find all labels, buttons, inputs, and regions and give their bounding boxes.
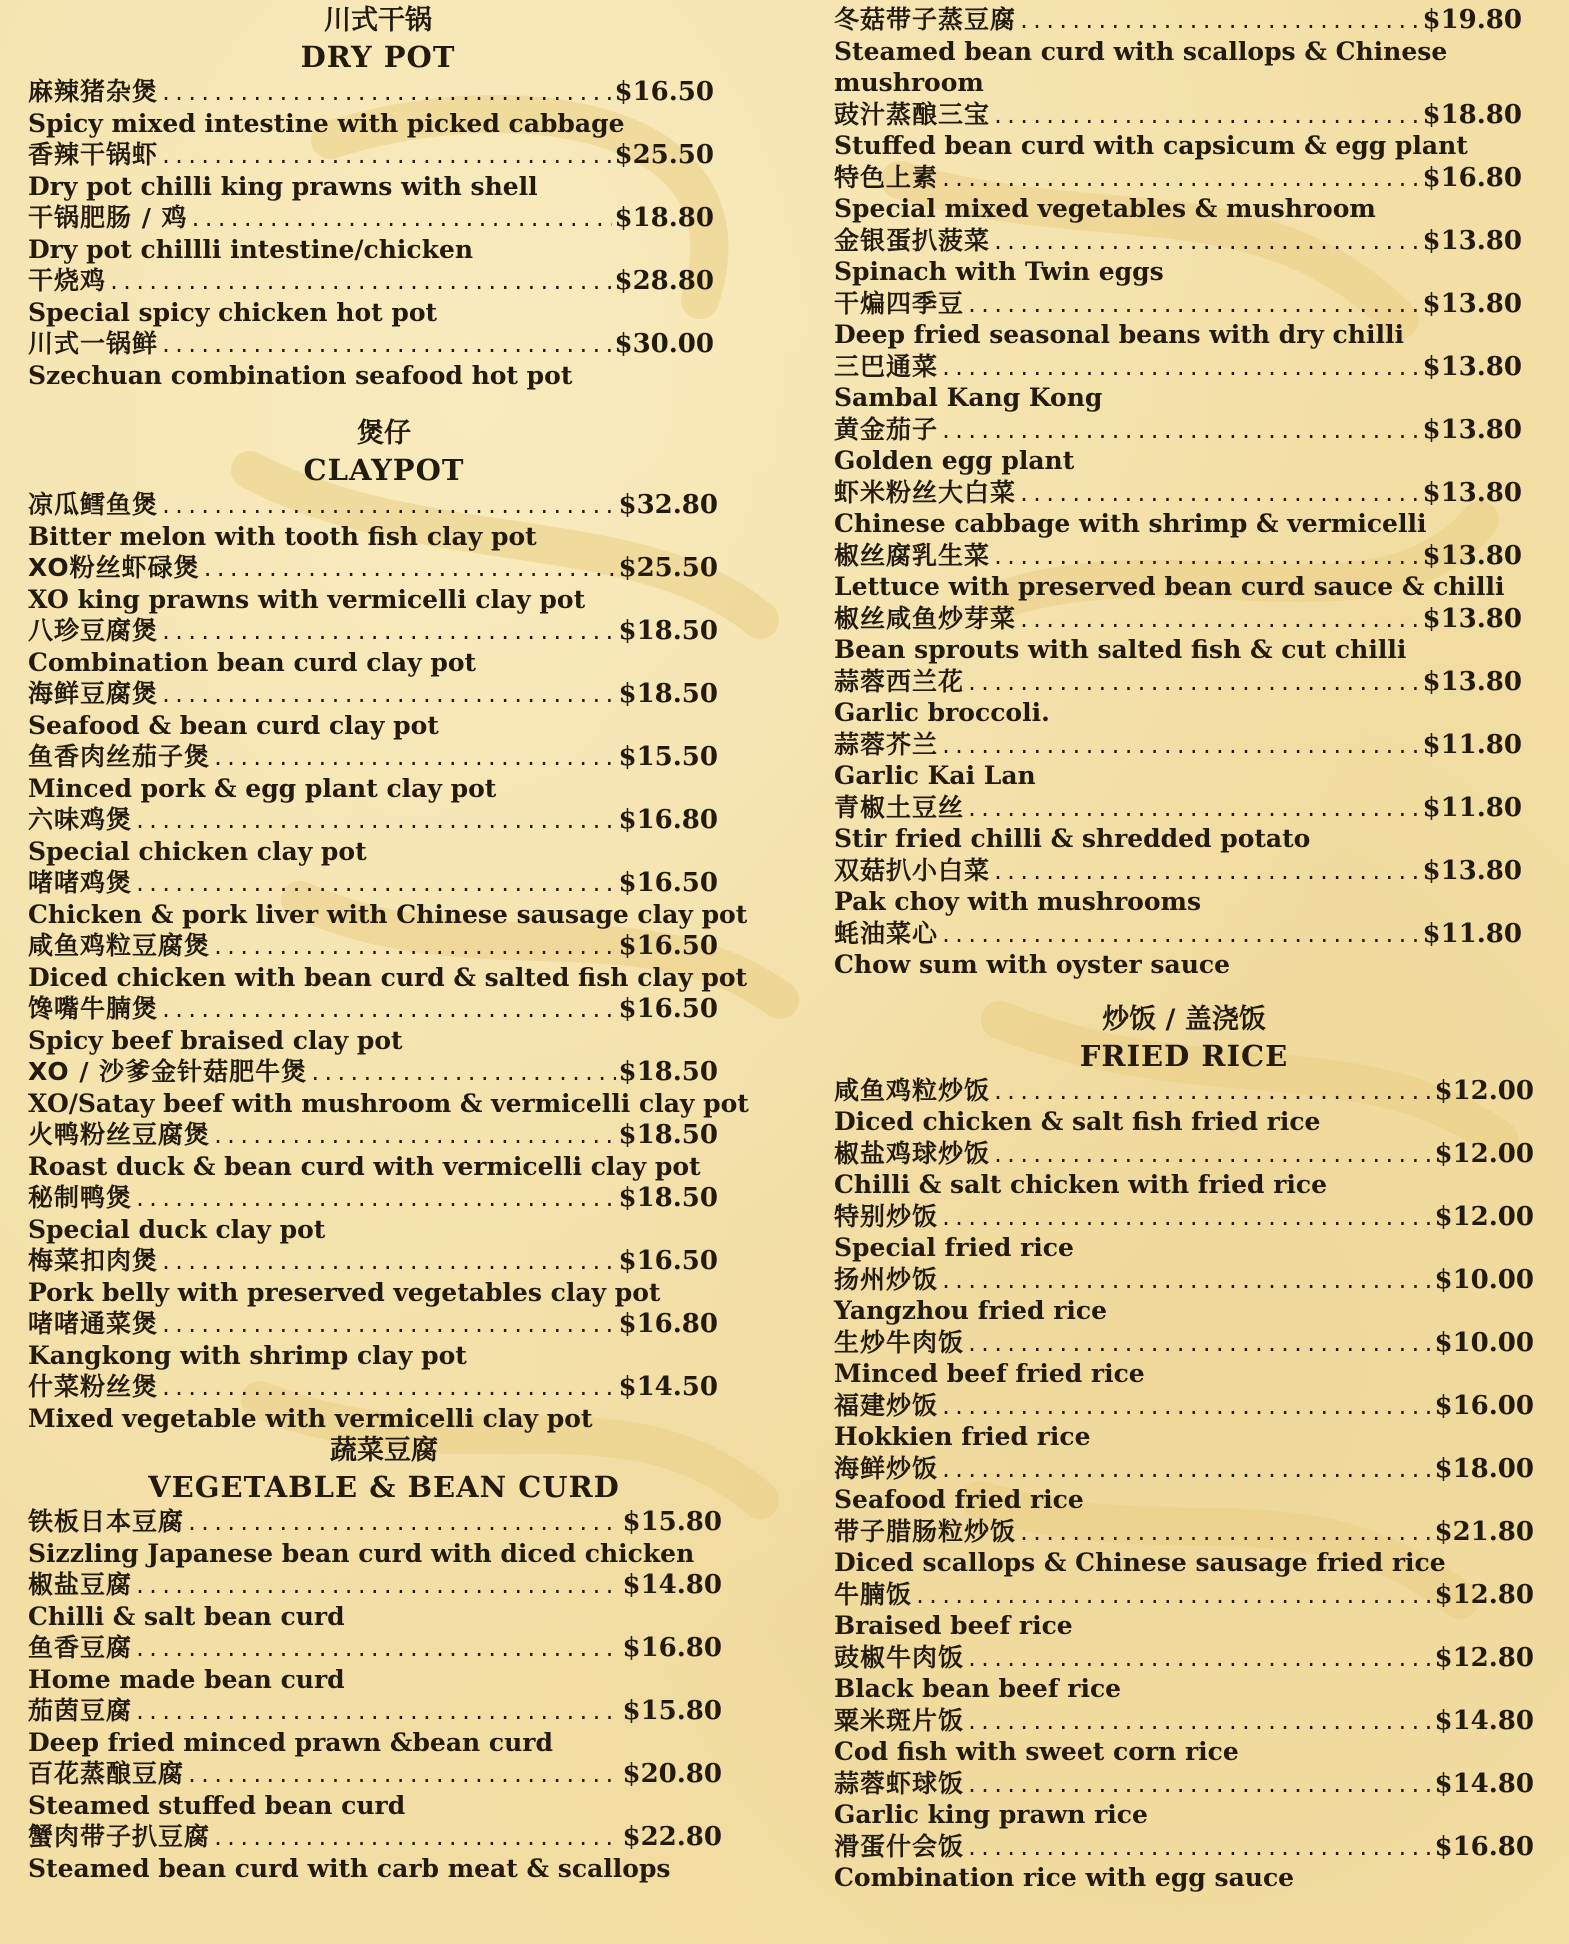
dish-name-cn: 蟹肉带子扒豆腐: [28, 1822, 211, 1851]
dish-name-cn: 冬菇带子蒸豆腐: [834, 5, 1017, 34]
dish-name-en: Seafood fried rice: [834, 1485, 1084, 1514]
leader-dots: [134, 872, 616, 896]
section-title-cn: 川式干锅: [324, 5, 432, 36]
menu-item-price-row: [834, 477, 1522, 509]
dish-price: $16.80: [618, 1309, 718, 1339]
dish-name-en: Dry pot chillli intestine/chicken: [28, 234, 474, 264]
dish-name-cn: 蒜蓉西兰花: [834, 666, 965, 696]
menu-item-price-row: [28, 1056, 718, 1088]
dish-price: $16.00: [1434, 1390, 1534, 1421]
dish-price: $16.80: [1434, 1831, 1534, 1862]
leader-dots: [160, 1376, 616, 1400]
dish-price: $16.50: [618, 994, 718, 1024]
leader-dots: [992, 1143, 1432, 1167]
dish-price: $20.80: [622, 1759, 722, 1789]
section-header: [28, 417, 740, 489]
leader-dots: [940, 1458, 1432, 1482]
dish-name-en: Chilli & salt chicken with fried rice: [834, 1170, 1328, 1199]
dish-name-en: Special mixed vegetables & mushroom: [834, 194, 1376, 223]
dish-name-cn: 凉瓜鳕鱼煲: [28, 490, 159, 519]
dish-name-cn: XO粉丝虾碌煲: [28, 553, 200, 582]
dish-price: $12.00: [1434, 1075, 1534, 1106]
dish-price: $13.80: [1422, 288, 1522, 319]
dish-name-en: Chinese cabbage with shrimp & vermicelli: [834, 509, 1427, 538]
dish-name-en: Deep fried seasonal beans with dry chilli: [834, 320, 1404, 349]
section-header: [834, 1003, 1534, 1075]
dish-price: $10.00: [1434, 1264, 1534, 1295]
leader-dots: [134, 1574, 620, 1598]
menu-item-price-row: [834, 792, 1522, 824]
leader-dots: [108, 270, 612, 294]
leader-dots: [1018, 9, 1420, 33]
dish-name-cn: 干烧鸡: [28, 266, 107, 295]
menu-item-price-row: [834, 1831, 1534, 1863]
leader-dots: [940, 923, 1420, 947]
dish-name-en: Special fried rice: [834, 1233, 1074, 1262]
leader-dots: [1018, 608, 1420, 632]
dish-name-en: Garlic king prawn rice: [834, 1800, 1148, 1829]
dish-name-cn: 咸鱼鸡粒豆腐煲: [28, 931, 211, 960]
dish-price: $14.80: [622, 1570, 722, 1600]
menu-item-price-row: [28, 1569, 722, 1601]
dish-price: $15.80: [622, 1696, 722, 1726]
dish-name-en: Spicy mixed intestine with picked cabbage: [28, 108, 625, 138]
dish-price: $30.00: [614, 329, 714, 359]
leader-dots: [940, 1269, 1432, 1293]
menu-item-price-row: [834, 1201, 1534, 1233]
dish-name-cn: 铁板日本豆腐: [28, 1507, 185, 1536]
dish-name-en: Deep fried minced prawn &bean curd: [28, 1727, 553, 1757]
leader-dots: [914, 1584, 1432, 1608]
dish-name-en: Seafood & bean curd clay pot: [28, 710, 439, 740]
dish-name-en: Mixed vegetable with vermicelli clay pot: [28, 1403, 593, 1433]
dish-name-cn: 蒜蓉芥兰: [834, 729, 939, 759]
dish-price: $21.80: [1434, 1516, 1534, 1547]
dish-name-en: Szechuan combination seafood hot pot: [28, 360, 573, 390]
leader-dots: [160, 1250, 616, 1274]
leader-dots: [992, 230, 1420, 254]
dish-name-en: Chilli & salt bean curd: [28, 1601, 345, 1631]
dish-name-en: Sizzling Japanese bean curd with diced chicken: [28, 1538, 695, 1568]
leader-dots: [134, 1187, 616, 1211]
menu-section: [834, 1003, 1564, 1894]
dish-price: $11.80: [1422, 792, 1522, 823]
dish-price: $13.80: [1422, 855, 1522, 886]
dish-name-en: Garlic broccoli.: [834, 698, 1050, 727]
leader-dots: [134, 1637, 620, 1661]
dish-name-en: Kangkong with shrimp clay pot: [28, 1340, 467, 1370]
dish-name-cn: 生炒牛肉饭: [834, 1327, 965, 1357]
leader-dots: [186, 1511, 620, 1535]
leader-dots: [202, 557, 617, 581]
menu-section: [28, 4, 818, 391]
dish-name-cn: 秘制鸭煲: [28, 1183, 133, 1212]
leader-dots: [160, 81, 612, 105]
dish-name-en: Diced scallops & Chinese sausage fried rice: [834, 1548, 1446, 1577]
dish-name-en: Dry pot chilli king prawns with shell: [28, 171, 538, 201]
leader-dots: [212, 935, 616, 959]
dish-price: $16.50: [618, 868, 718, 898]
dish-name-en: Cod fish with sweet corn rice: [834, 1737, 1239, 1766]
dish-name-cn: 豉汁蒸酿三宝: [834, 99, 991, 129]
leader-dots: [1018, 1521, 1432, 1545]
dish-name-en: Chow sum with oyster sauce: [834, 950, 1231, 979]
dish-price: $13.80: [1422, 666, 1522, 697]
dish-price: $11.80: [1422, 729, 1522, 760]
dish-price: $18.00: [1434, 1453, 1534, 1484]
dish-price: $16.80: [618, 805, 718, 835]
dish-name-en: Steamed bean curd with carb meat & scallops: [28, 1853, 671, 1883]
dish-name-cn: 百花蒸酿豆腐: [28, 1759, 185, 1788]
dish-name-en: Special spicy chicken hot pot: [28, 297, 438, 327]
menu-section: [834, 4, 1564, 981]
menu-item-price-row: [28, 1182, 718, 1214]
dish-name-cn: 干锅肥肠 / 鸡: [28, 203, 188, 232]
dish-name-cn: 蒜蓉虾球饭: [834, 1768, 965, 1798]
dish-name-cn: 八珍豆腐煲: [28, 616, 159, 645]
dish-price: $18.80: [1422, 99, 1522, 130]
dish-name-cn: 干煸四季豆: [834, 288, 965, 318]
dish-name-en: Stuffed bean curd with capsicum & egg plant: [834, 131, 1468, 160]
section-title-en: VEGETABLE & BEAN CURD: [148, 1470, 620, 1504]
leader-dots: [966, 1647, 1432, 1671]
menu-item-price-row: [834, 1642, 1534, 1674]
menu-item-price-row: [834, 99, 1522, 131]
menu-item-price-row: [28, 202, 714, 234]
leader-dots: [186, 1763, 620, 1787]
leader-dots: [190, 207, 613, 231]
dish-price: $19.80: [1422, 5, 1522, 35]
menu-item-price-row: [28, 930, 718, 962]
leader-dots: [992, 104, 1420, 128]
section-title-en: FRIED RICE: [1079, 1038, 1289, 1073]
dish-name-cn: 啫啫通菜煲: [28, 1309, 159, 1338]
dish-name-cn: 海鲜豆腐煲: [28, 679, 159, 708]
leader-dots: [992, 1080, 1432, 1104]
leader-dots: [212, 1826, 620, 1850]
dish-name-en: Steamed bean curd with scallops & Chinese: [834, 36, 1448, 66]
dish-price: $18.80: [614, 203, 714, 233]
leader-dots: [309, 1061, 616, 1085]
menu-item-price-row: [28, 1695, 722, 1727]
dish-name-cn: 牛腩饭: [834, 1579, 913, 1609]
menu-item-price-row: [834, 1264, 1534, 1296]
menu-item-price-row: [834, 666, 1522, 698]
dish-name-en: Lettuce with preserved bean curd sauce & chilli: [834, 572, 1505, 601]
dish-name-en: Special duck clay pot: [28, 1214, 326, 1244]
section-header: [28, 1434, 740, 1506]
leader-dots: [212, 1124, 616, 1148]
menu-item-price-row: [28, 678, 718, 710]
dish-name-en: Spinach with Twin eggs: [834, 257, 1164, 286]
leader-dots: [160, 494, 616, 518]
menu-item-price-row: [834, 855, 1522, 887]
dish-name-cn: 带子腊肠粒炒饭: [834, 1516, 1017, 1546]
dish-name-en: Chicken & pork liver with Chinese sausage clay pot: [28, 899, 748, 929]
dish-name-cn: 豉椒牛肉饭: [834, 1642, 965, 1672]
dish-price: $13.80: [1422, 540, 1522, 571]
menu-item-price-row: [834, 603, 1522, 635]
leader-dots: [160, 620, 616, 644]
dish-name-cn: 麻辣猪杂煲: [28, 77, 159, 106]
right-column: [834, 0, 1564, 1894]
dish-name-en: Roast duck & bean curd with vermicelli clay pot: [28, 1151, 701, 1181]
leader-dots: [966, 671, 1420, 695]
leader-dots: [160, 333, 612, 357]
section-header: [28, 4, 728, 76]
dish-price: $13.80: [1422, 351, 1522, 382]
dish-price: $10.00: [1434, 1327, 1534, 1358]
menu-item-price-row: [28, 552, 718, 584]
menu-item-price-row: [834, 1327, 1534, 1359]
dish-name-cn: 椒丝咸鱼炒芽菜: [834, 603, 1017, 633]
dish-name-en: Yangzhou fried rice: [834, 1296, 1107, 1325]
dish-name-cn: 鱼香肉丝茄子煲: [28, 742, 211, 771]
menu-item-price-row: [834, 729, 1522, 761]
dish-name-cn: XO / 沙爹金针菇肥牛煲: [28, 1057, 308, 1086]
dish-name-en: Combination bean curd clay pot: [28, 647, 477, 677]
dish-price: $12.00: [1434, 1138, 1534, 1169]
dish-name-cn: 六味鸡煲: [28, 805, 133, 834]
dish-name-en: Diced chicken & salt fish fried rice: [834, 1107, 1321, 1136]
dish-price: $14.50: [618, 1372, 718, 1402]
dish-price: $14.80: [1434, 1705, 1534, 1736]
dish-name-cn: 黄金茄子: [834, 414, 939, 444]
menu-item-price-row: [28, 1506, 722, 1538]
dish-price: $32.80: [618, 490, 718, 520]
dish-price: $13.80: [1422, 225, 1522, 256]
dish-price: $15.50: [618, 742, 718, 772]
menu-item-price-row: [28, 615, 718, 647]
menu-item-price-row: [834, 414, 1522, 446]
leader-dots: [134, 1700, 620, 1724]
menu-item-price-row: [834, 1138, 1534, 1170]
dish-name-en: Black bean beef rice: [834, 1674, 1122, 1703]
dish-name-cn: 虾米粉丝大白菜: [834, 477, 1017, 507]
dish-price: $12.00: [1434, 1201, 1534, 1232]
dish-name-cn: 茄茵豆腐: [28, 1696, 133, 1725]
menu-item-price-row: [28, 489, 718, 521]
dish-name-en: Special chicken clay pot: [28, 836, 367, 866]
left-column: [28, 0, 818, 1884]
leader-dots: [940, 356, 1420, 380]
dish-price: $22.80: [622, 1822, 722, 1852]
section-title-cn: 煲仔: [357, 418, 411, 449]
dish-price: $14.80: [1434, 1768, 1534, 1799]
section-title-cn: 炒饭 / 盖浇饭: [1102, 1003, 1266, 1035]
dish-name-en: Steamed stuffed bean curd: [28, 1790, 406, 1820]
dish-name-cn: 双菇扒小白菜: [834, 855, 991, 885]
dish-name-en: mushroom: [834, 68, 984, 97]
dish-price: $13.80: [1422, 414, 1522, 445]
section-title-en: DRY POT: [300, 40, 456, 74]
menu-item-price-row: [28, 993, 718, 1025]
menu-item-price-row: [28, 265, 714, 297]
menu-item-price-row: [28, 139, 714, 171]
leader-dots: [160, 683, 616, 707]
dish-name-cn: 特色上素: [834, 162, 939, 192]
dish-name-en: Combination rice with egg sauce: [834, 1863, 1295, 1892]
dish-price: $18.50: [618, 679, 718, 709]
menu-section: [28, 1434, 818, 1884]
menu-item-price-row: [834, 4, 1522, 36]
menu-section: [28, 417, 818, 1434]
leader-dots: [966, 1710, 1432, 1734]
menu-item-price-row: [28, 1821, 722, 1853]
dish-price: $13.80: [1422, 603, 1522, 634]
dish-name-en: Home made bean curd: [28, 1664, 345, 1694]
leader-dots: [966, 293, 1420, 317]
dish-name-cn: 啫啫鸡煲: [28, 868, 133, 897]
dish-name-cn: 蚝油菜心: [834, 918, 939, 948]
leader-dots: [1018, 482, 1420, 506]
menu-item-price-row: [834, 1453, 1534, 1485]
menu-item-price-row: [28, 1371, 718, 1403]
dish-name-cn: 火鸭粉丝豆腐煲: [28, 1120, 211, 1149]
leader-dots: [160, 998, 616, 1022]
dish-price: $16.80: [1422, 162, 1522, 193]
dish-name-cn: 扬州炒饭: [834, 1264, 939, 1294]
dish-price: $16.50: [618, 1246, 718, 1276]
dish-name-en: Bean sprouts with salted fish & cut chilli: [834, 635, 1407, 664]
dish-price: $16.50: [614, 77, 714, 107]
dish-name-cn: 香辣干锅虾: [28, 140, 159, 169]
leader-dots: [212, 746, 616, 770]
dish-name-cn: 川式一锅鲜: [28, 329, 159, 358]
dish-price: $18.50: [618, 1057, 718, 1087]
dish-name-en: Minced beef fried rice: [834, 1359, 1145, 1388]
menu-item-price-row: [28, 867, 718, 899]
dish-name-en: Spicy beef braised clay pot: [28, 1025, 403, 1055]
dish-price: $16.50: [618, 931, 718, 961]
leader-dots: [160, 1313, 616, 1337]
dish-name-en: Diced chicken with bean curd & salted fish clay pot: [28, 962, 748, 992]
menu-item-price-row: [834, 351, 1522, 383]
dish-name-en: XO/Satay beef with mushroom & vermicelli clay pot: [28, 1088, 749, 1118]
dish-name-cn: 海鲜炒饭: [834, 1453, 939, 1483]
dish-price: $12.80: [1434, 1642, 1534, 1673]
dish-name-cn: 特别炒饭: [834, 1201, 939, 1231]
leader-dots: [966, 1836, 1432, 1860]
menu-item-price-row: [28, 1119, 718, 1151]
dish-name-cn: 梅菜扣肉煲: [28, 1246, 159, 1275]
dish-name-en: Stir fried chilli & shredded potato: [834, 824, 1311, 853]
dish-name-en: Bitter melon with tooth fish clay pot: [28, 521, 537, 551]
menu-item-price-row: [834, 1579, 1534, 1611]
section-title-cn: 蔬菜豆腐: [330, 1435, 438, 1466]
dish-name-cn: 椒丝腐乳生菜: [834, 540, 991, 570]
dish-price: $18.50: [618, 1120, 718, 1150]
dish-name-en: Garlic Kai Lan: [834, 761, 1036, 790]
dish-name-cn: 福建炒饭: [834, 1390, 939, 1420]
dish-name-en: Minced pork & egg plant clay pot: [28, 773, 497, 803]
menu-item-price-row: [834, 918, 1522, 950]
leader-dots: [992, 545, 1420, 569]
menu-item-price-row: [834, 1768, 1534, 1800]
dish-name-en: Hokkien fried rice: [834, 1422, 1091, 1451]
dish-price: $28.80: [614, 266, 714, 296]
leader-dots: [940, 734, 1420, 758]
menu-item-price-row: [28, 328, 714, 360]
dish-name-cn: 滑蛋什会饭: [834, 1831, 965, 1861]
dish-name-cn: 三巴通菜: [834, 351, 939, 381]
menu-item-price-row: [834, 1705, 1534, 1737]
dish-name-en: Pork belly with preserved vegetables clay pot: [28, 1277, 661, 1307]
menu-item-price-row: [834, 1516, 1534, 1548]
dish-name-cn: 粟米斑片饭: [834, 1705, 965, 1735]
dish-name-cn: 馋嘴牛腩煲: [28, 994, 159, 1023]
dish-price: $18.50: [618, 1183, 718, 1213]
dish-name-en: XO king prawns with vermicelli clay pot: [28, 584, 586, 614]
dish-price: $25.50: [618, 553, 718, 583]
dish-name-cn: 金银蛋扒菠菜: [834, 225, 991, 255]
menu-item-price-row: [834, 288, 1522, 320]
menu-item-price-row: [28, 804, 718, 836]
dish-name-cn: 椒盐豆腐: [28, 1570, 133, 1599]
dish-price: $11.80: [1422, 918, 1522, 949]
dish-price: $25.50: [614, 140, 714, 170]
leader-dots: [966, 1773, 1432, 1797]
leader-dots: [940, 419, 1420, 443]
dish-name-cn: 咸鱼鸡粒炒饭: [834, 1075, 991, 1105]
dish-price: $13.80: [1422, 477, 1522, 508]
menu-item-price-row: [28, 76, 714, 108]
dish-price: $12.80: [1434, 1579, 1534, 1610]
dish-name-en: Golden egg plant: [834, 446, 1075, 475]
menu-item-price-row: [834, 1075, 1534, 1107]
section-title-en: CLAYPOT: [303, 453, 465, 487]
menu-item-price-row: [28, 1308, 718, 1340]
leader-dots: [940, 1206, 1432, 1230]
dish-name-en: Sambal Kang Kong: [834, 383, 1103, 412]
menu-item-price-row: [28, 1632, 722, 1664]
dish-price: $16.80: [622, 1633, 722, 1663]
leader-dots: [966, 1332, 1432, 1356]
dish-name-cn: 椒盐鸡球炒饭: [834, 1138, 991, 1168]
dish-name-cn: 什菜粉丝煲: [28, 1372, 159, 1401]
leader-dots: [992, 860, 1420, 884]
menu-item-price-row: [834, 1390, 1534, 1422]
leader-dots: [966, 797, 1420, 821]
dish-name-cn: 鱼香豆腐: [28, 1633, 133, 1662]
leader-dots: [940, 167, 1420, 191]
leader-dots: [134, 809, 616, 833]
dish-name-en: Braised beef rice: [834, 1611, 1073, 1640]
menu-item-price-row: [834, 225, 1522, 257]
dish-price: $18.50: [618, 616, 718, 646]
menu-item-price-row: [28, 1245, 718, 1277]
menu-item-price-row: [28, 1758, 722, 1790]
menu-item-price-row: [834, 162, 1522, 194]
dish-name-cn: 青椒土豆丝: [834, 792, 965, 822]
menu-item-price-row: [834, 540, 1522, 572]
menu-item-price-row: [28, 741, 718, 773]
leader-dots: [160, 144, 612, 168]
leader-dots: [940, 1395, 1432, 1419]
dish-price: $15.80: [622, 1507, 722, 1537]
dish-name-en: Pak choy with mushrooms: [834, 887, 1202, 916]
